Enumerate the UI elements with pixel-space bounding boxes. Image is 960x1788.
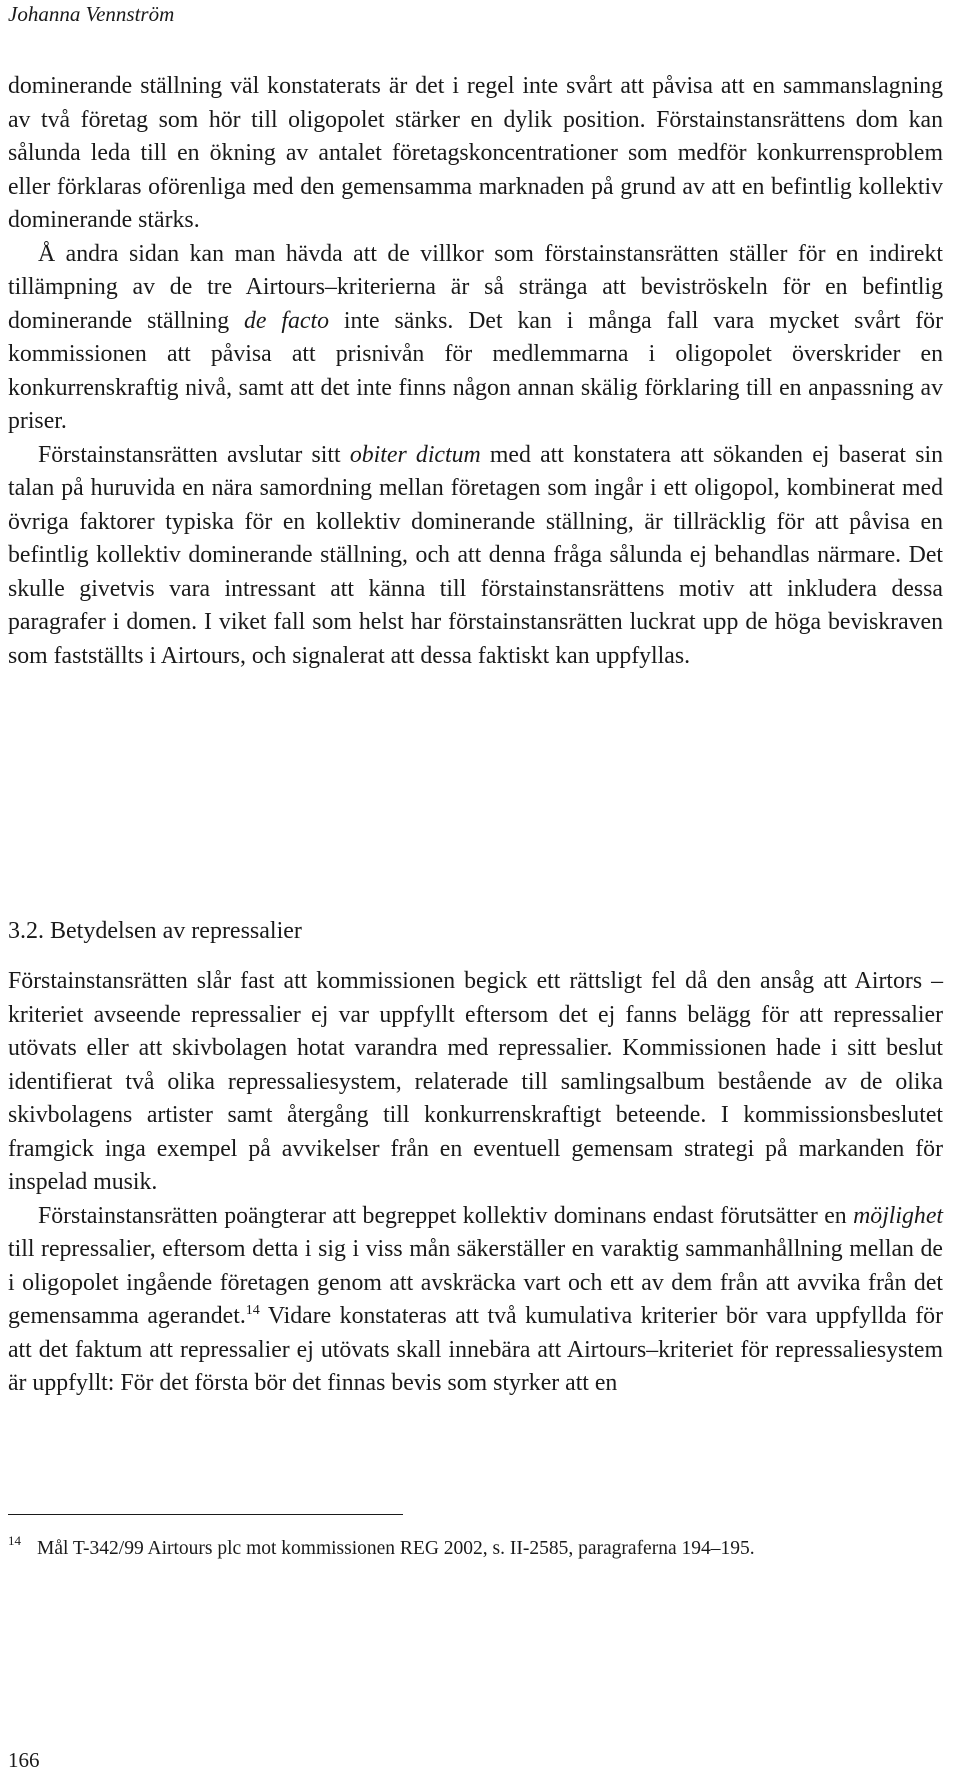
- section-text: [8, 965, 943, 1401]
- paragraph-2-text-b: inte sänks. Det kan i många fall vara mycket svårt för kommissionen att påvisa att prisnivån för medlemmarna i oligopolet överskrider en konkurrenskraftig nivå, samt att det inte finns någon annan skälig förklaring till en anpassning av priser.: [8, 307, 944, 434]
- section-paragraph-2: [8, 1200, 943, 1401]
- section-paragraph-1: Förstainstansrätten slår fast att kommissionen begick ett rättsligt fel då den ansåg att Airtors –kriteriet avseende repressalier ej var uppfyllt eftersom det ej fanns belägg för att repressalier utövats eller att skivbolagen hotat varandra med repressalier. Kommissionen hade i sitt beslut identifierat två olika repressaliesystem, relaterade till samlingsalbum bestående av de olika skivbolagens artister samt återgång till konkurrenskraftigt beteende. I kommissionsbeslutet framgick inga exempel på avvikelser från en eventuell gemensam strategi på markanden för inspelad musik.: [8, 968, 943, 1195]
- body-text: [8, 70, 943, 673]
- running-head: Johanna Vennström: [8, 2, 175, 26]
- paragraph-3-text-a: Förstainstansrätten avslutar sitt: [38, 441, 350, 468]
- footnote: [8, 1535, 936, 1562]
- paragraph-3: [8, 439, 943, 674]
- paragraph-3-emphasis: obiter dictum: [349, 441, 481, 468]
- paragraph-1: dominerande ställning väl konstaterats är det i regel inte svårt att påvisa att en sammanslagning av två företag som hör till oligopolet stärker en dylik position. Förstainstansrättens dom kan sålunda leda till en ökning av antalet företagskoncentrationer som medför konkurrensproblem eller förklaras oförenliga med den gemensamma marknaden på grund av att en befintlig kollektiv dominerande stärks.: [8, 73, 943, 233]
- page-number: 166: [8, 1748, 40, 1772]
- footnote-text: Mål T-342/99 Airtours plc mot kommissionen REG 2002, s. II-2585, paragraferna 194–195.: [37, 1538, 755, 1559]
- paragraph-2: [8, 238, 943, 439]
- section-paragraph-2-emphasis: möjlighet: [853, 1202, 943, 1229]
- paragraph-2-emphasis: de facto: [244, 307, 329, 334]
- section-heading: 3.2. Betydelsen av repressalier: [8, 918, 302, 944]
- footnote-divider: [8, 1514, 403, 1515]
- paragraph-2-text-a: Å andra sidan kan man hävda att de villkor som förstainstansrätten ställer för en indirekt tillämpning av de tre Airtours–kriterierna är så stränga att beviströskeln för en befintlig dominerande ställning: [8, 240, 943, 334]
- section-paragraph-2-text-c: Vidare konstateras att två kumulativa kriterier bör vara uppfyllda för att det faktum att repressalier ej utövats skall innebära att Airtours–kriteriet för repressaliesystem är uppfyllt: För det första bör det finnas bevis som styrker att en: [8, 1303, 943, 1396]
- section-paragraph-2-text-a: Förstainstansrätten poängterar att begreppet kollektiv dominans endast förutsätter en: [38, 1202, 854, 1229]
- paragraph-3-text-b: med att konstatera att sökanden ej baserat sin talan på huruvida en nära samordning mellan företagen som ingår i ett oligopol, kombinerat med övriga faktorer typiska för en kollektiv dominerande ställning, är tillräcklig för att påvisa en befintlig kollektiv dominerande ställning, och att denna fråga sålunda ej behandlas närmare. Det skulle givetvis vara intressant att känna till förstainstansrättens motiv att inkludera dessa paragrafer i domen. I viket fall som helst har förstainstansrätten luckrat upp de höga beviskraven som fastställts i Airtours, och signalerat att dessa faktiskt kan uppfyllas.: [8, 441, 943, 669]
- footnote-reference: 14: [245, 1303, 260, 1318]
- footnote-number: 14: [8, 1533, 21, 1548]
- section-paragraph-2-text-b: till repressalier, eftersom detta i sig i viss mån säkerställer en varaktig sammanhållning mellan de i oligopolet ingående företagen genom att avskräcka vart och ett av dem från att avvika från det gemensamma agerandet.: [8, 1236, 943, 1329]
